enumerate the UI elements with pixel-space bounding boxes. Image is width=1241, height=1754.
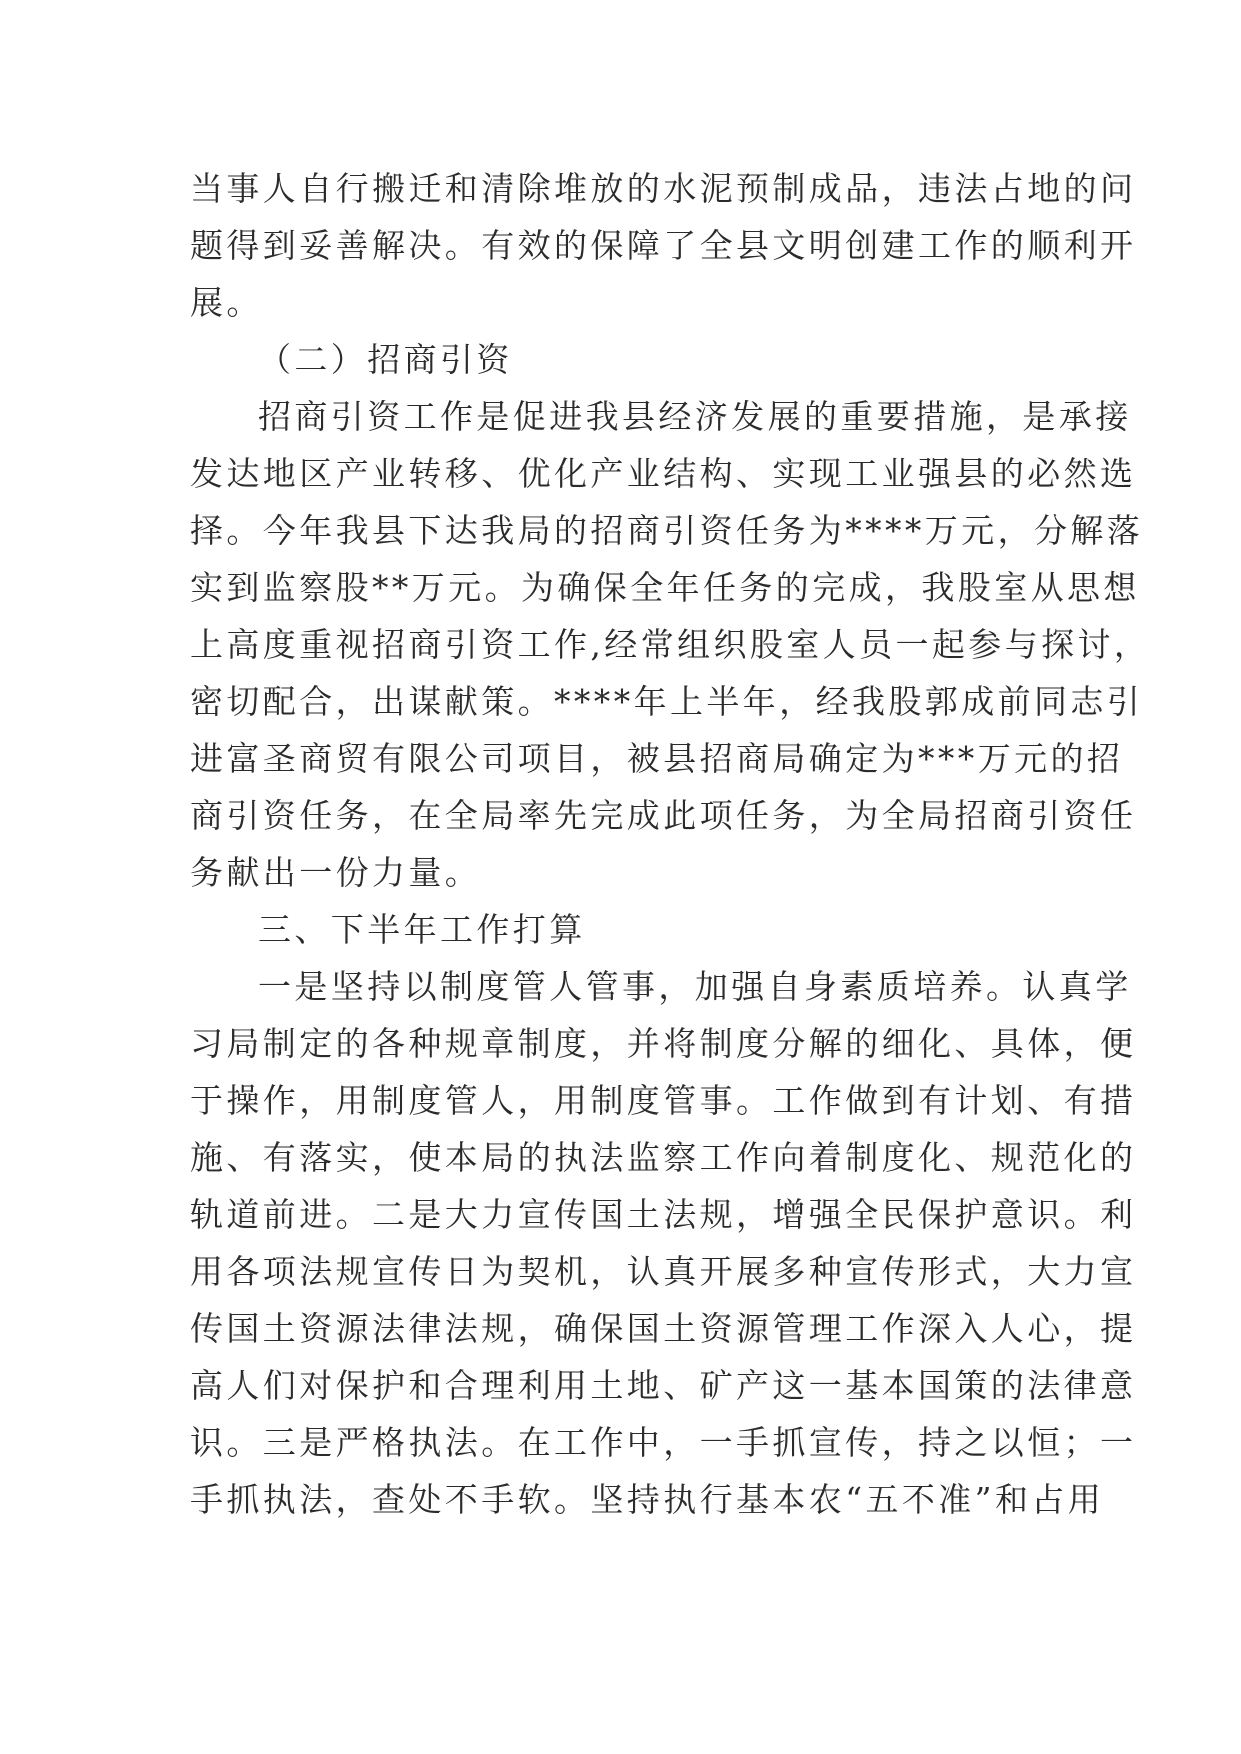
paragraph-line: 题得到妥善解决。有效的保障了全县文明创建工作的顺利开 bbox=[190, 226, 1137, 265]
paragraph-line: 务献出一份力量。 bbox=[190, 853, 482, 892]
paragraph-line: 当事人自行搬迁和清除堆放的水泥预制成品，违法占地的问 bbox=[190, 169, 1137, 208]
paragraph-line: 商引资任务，在全局率先完成此项任务，为全局招商引资任 bbox=[190, 796, 1137, 835]
paragraph-line: 一是坚持以制度管人管事，加强自身素质培养。认真学 bbox=[258, 967, 1132, 1006]
section-heading: 三、下半年工作打算 bbox=[258, 910, 586, 949]
paragraph-line: 传国土资源法律法规，确保国土资源管理工作深入人心，提 bbox=[190, 1309, 1137, 1348]
paragraph-line: 施、有落实，使本局的执法监察工作向着制度化、规范化的 bbox=[190, 1138, 1137, 1177]
document-body bbox=[190, 160, 1151, 1528]
paragraph-line: 用各项法规宣传日为契机，认真开展多种宣传形式，大力宣 bbox=[190, 1252, 1137, 1291]
paragraph-line: 实到监察股**万元。为确保全年任务的完成，我股室从思想 bbox=[190, 568, 1140, 607]
paragraph-line: 密切配合，出谋献策。****年上半年，经我股郭成前同志引 bbox=[190, 682, 1144, 721]
paragraph-line: 手抓执法，查处不手软。坚持执行基本农“五不准”和占用 bbox=[190, 1480, 1105, 1519]
paragraph-line: 进富圣商贸有限公司项目，被县招商局确定为***万元的招 bbox=[190, 739, 1124, 778]
paragraph-line: 发达地区产业转移、优化产业结构、实现工业强县的必然选 bbox=[190, 454, 1137, 493]
paragraph-line: 上高度重视招商引资工作,经常组织股室人员一起参与探讨， bbox=[190, 625, 1151, 664]
paragraph-line: 展。 bbox=[190, 283, 263, 322]
paragraph-line: 识。三是严格执法。在工作中，一手抓宣传，持之以恒；一 bbox=[190, 1423, 1137, 1462]
paragraph-line: 习局制定的各种规章制度，并将制度分解的细化、具体，便 bbox=[190, 1024, 1137, 1063]
paragraph-line: 高人们对保护和合理利用土地、矿产这一基本国策的法律意 bbox=[190, 1366, 1137, 1405]
paragraph-line: 择。今年我县下达我局的招商引资任务为****万元，分解落 bbox=[190, 511, 1144, 550]
paragraph-line: 招商引资工作是促进我县经济发展的重要措施，是承接 bbox=[258, 397, 1132, 436]
paragraph-line: 于操作，用制度管人，用制度管事。工作做到有计划、有措 bbox=[190, 1081, 1137, 1120]
paragraph-line: 轨道前进。二是大力宣传国土法规，增强全民保护意识。利 bbox=[190, 1195, 1137, 1234]
section-heading: （二）招商引资 bbox=[258, 340, 513, 379]
